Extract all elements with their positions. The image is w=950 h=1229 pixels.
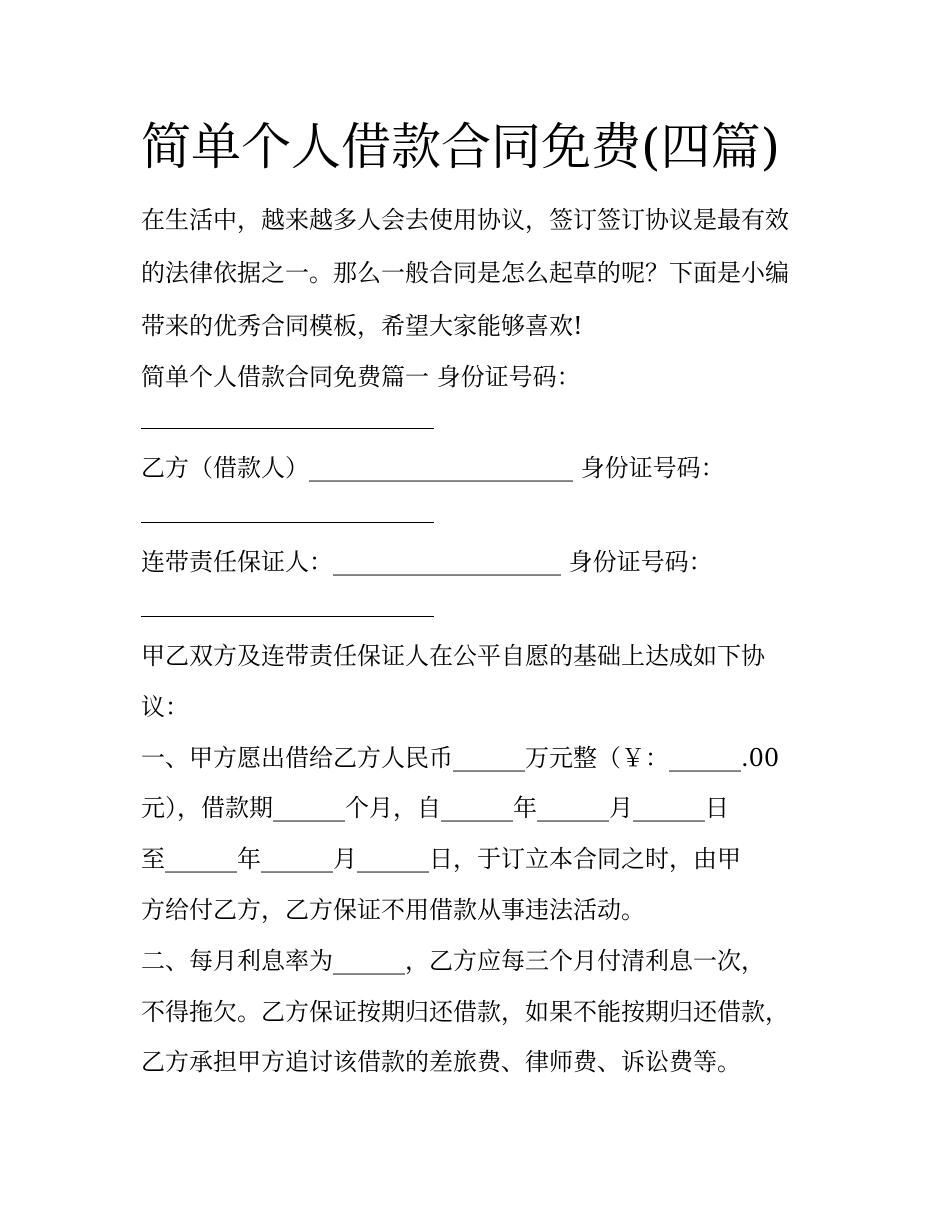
body-line-14: 至______年______月______日，于订立本合同之时，由甲	[141, 845, 741, 873]
body-line-6: 乙方（借款人）______________________ 身份证号码：	[141, 454, 725, 482]
document-title: 简单个人借款合同免费(四篇)	[141, 118, 781, 176]
body-line-1: 在生活中，越来越多人会去使用协议，签订签订协议是最有效	[141, 206, 789, 234]
body-line-13: 元），借款期______个月，自______年______月______日	[141, 794, 729, 822]
body-line-4: 简单个人借款合同免费篇一 身份证号码：	[141, 363, 581, 391]
blank-line-1	[141, 428, 434, 429]
body-line-12: 一、甲方愿出借给乙方人民币______万元整（￥：______.00	[141, 744, 780, 772]
blank-line-2	[141, 522, 434, 523]
body-line-8: 连带责任保证人：___________________ 身份证号码：	[141, 548, 713, 576]
body-line-10: 甲乙双方及连带责任保证人在公平自愿的基础上达成如下协	[141, 642, 765, 670]
body-line-16: 二、每月利息率为______，乙方应每三个月付清利息一次，	[141, 947, 765, 975]
body-line-11: 议：	[141, 693, 189, 721]
body-line-2: 的法律依据之一。那么一般合同是怎么起草的呢？下面是小编	[141, 259, 789, 287]
blank-line-3	[141, 616, 434, 617]
body-line-18: 乙方承担甲方追讨该借款的差旅费、律师费、诉讼费等。	[141, 1048, 741, 1076]
body-line-17: 不得拖欠。乙方保证按期归还借款，如果不能按期归还借款，	[141, 998, 789, 1026]
body-line-3: 带来的优秀合同模板，希望大家能够喜欢!	[141, 312, 583, 340]
body-line-15: 方给付乙方，乙方保证不用借款从事违法活动。	[141, 896, 645, 924]
